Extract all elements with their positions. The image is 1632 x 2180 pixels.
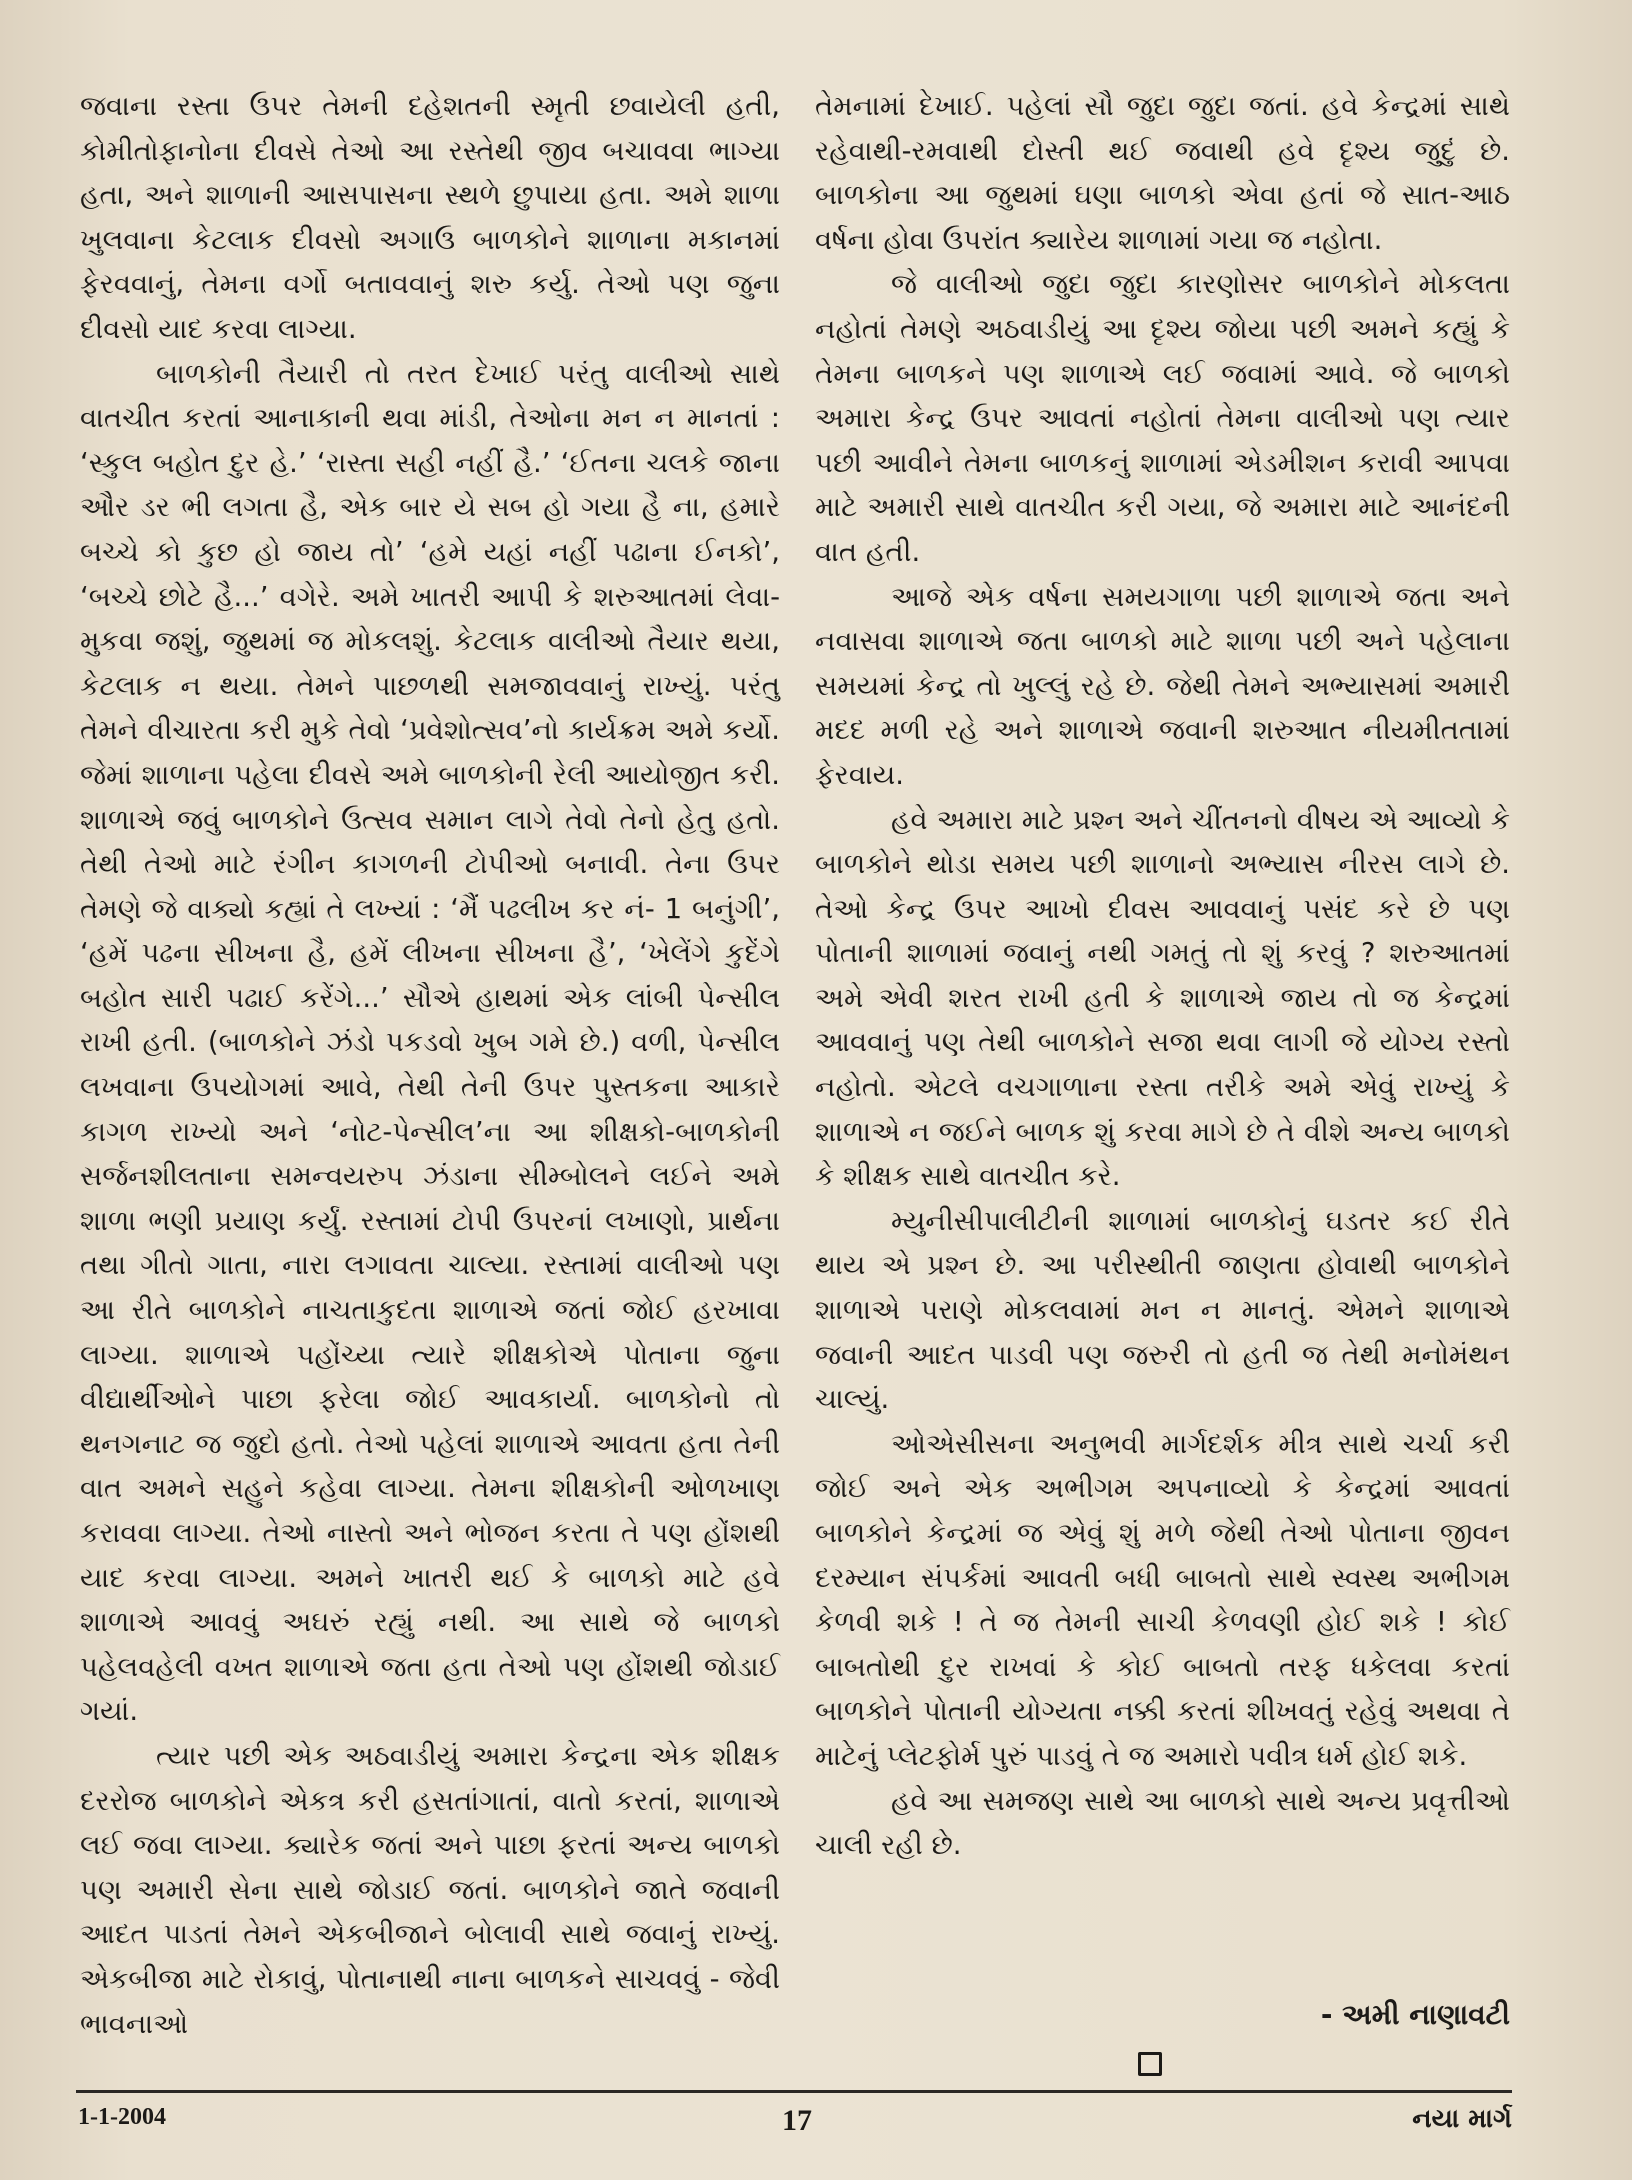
end-of-article-icon — [1138, 2052, 1162, 2076]
footer-divider — [76, 2090, 1512, 2093]
paragraph: હવે અમારા માટે પ્રશ્ન અને ચીંતનનો વીષય એ આવ્યો કે બાળકોને થોડા સમય પછી શાળાનો અભ્યાસ નીરસ લાગે છે. તેઓ કેન્દ્ર ઉપર આખો દીવસ આવવાનું પસંદ કરે છે પણ પોતાની શાળામાં જવાનું નથી ગમતું તો શું કરવું ? શરુઆતમાં અમે એવી શરત રાખી હતી કે શાળાએ જાય તો જ કેન્દ્રમાં આવવાનું પણ તેથી બાળકોને સજા થવા લાગી જે યોગ્ય રસ્તો નહોતો. એટલે વચગાળાના રસ્તા તરીકે અમે એવું રાખ્યું કે શાળાએ ન જઈને બાળક શું કરવા માગે છે તે વીશે અન્ય બાળકો કે શીક્ષક સાથે વાતચીત કરે. — [815, 803, 1510, 1193]
paragraph: બાળકોની તૈયારી તો તરત દેખાઈ પરંતુ વાલીઓ સાથે વાતચીત કરતાં આનાકાની થવા માંડી, તેઓના મન ન માનતાં : ‘સ્કુલ બહોત દુર હે.’ ‘રાસ્તા સહી નહીં હૈ.’ ‘ઈતના ચલકે જાના ઔર ડર ભી લગતા હૈ, એક બાર યે સબ હો ગયા હૈ ના, હમારે બચ્ચે કો કુછ હો જાય તો’ ‘હમે યહાં નહીં પઢાના ઈનકો’, ‘બચ્ચે છોટે હૈ...’ વગેરે. અમે ખાતરી આપી કે શરુઆતમાં લેવા-મુકવા જશું, જુથમાં જ મોકલશું. કેટલાક વાલીઓ તૈયાર થયા, કેટલાક ન થયા. તેમને પાછળથી સમજાવવાનું રાખ્યું. પરંતુ તેમને વીચારતા કરી મુકે તેવો ‘પ્રવેશોત્સવ’નો કાર્યક્રમ અમે કર્યો. જેમાં શાળાના પહેલા દીવસે અમે બાળકોની રેલી આયોજીત કરી. શાળાએ જવું બાળકોને ઉત્સવ સમાન લાગે તેવો તેનો હેતુ હતો. તેથી તેઓ માટે રંગીન કાગળની ટોપીઓ બનાવી. તેના ઉપર તેમણે જે વાક્યો કહ્યાં તે લખ્યાં : ‘મૈં પઢલીખ કર નં- 1 બનુંગી’, ‘હમેં પઢના સીખના હૈ, હમેં લીખના સીખના હૈ’, ‘ખેલેંગે કુદેંગે બહોત સારી પઢાઈ કરેંગે...’ સૌએ હાથમાં એક લાંબી પેન્સીલ રાખી હતી. (બાળકોને ઝંડો પકડવો ખુબ ગમે છે.) વળી, પેન્સીલ લખવાના ઉપયોગમાં આવે, તેથી તેની ઉપર પુસ્તકના આકારે કાગળ રાખ્યો અને ‘નોટ-પેન્સીલ’ના આ શીક્ષકો-બાળકોની સર્જનશીલતાના સમન્વયરુપ ઝંડાના સીમ્બોલને લઈને અમે શાળા ભણી પ્રયાણ કર્યું. રસ્તામાં ટોપી ઉપરનાં લખાણો, પ્રાર્થના તથા ગીતો ગાતા, નારા લગાવતા ચાલ્યા. રસ્તામાં વાલીઓ પણ આ રીતે બાળકોને નાચતાકુદતા શાળાએ જતાં જોઈ હરખાવા લાગ્યા. શાળાએ પહોંચ્યા ત્યારે શીક્ષકોએ પોતાના જુના વીદ્યાર્થીઓને પાછા ફરેલા જોઈ આવકાર્યા. બાળકોનો તો થનગનાટ જ જુદો હતો. તેઓ પહેલાં શાળાએ આવતા હતા તેની વાત અમને સહુને કહેવા લાગ્યા. તેમના શીક્ષકોની ઓળખાણ કરાવવા લાગ્યા. તેઓ નાસ્તો અને ભોજન કરતા તે પણ હોંશથી યાદ કરવા લાગ્યા. અમને ખાતરી થઈ કે બાળકો માટે હવે શાળાએ આવવું અઘરું રહ્યું નથી. આ સાથે જે બાળકો પહેલવહેલી વખત શાળાએ જતા હતા તેઓ પણ હોંશથી જોડાઈ ગયાં. — [80, 357, 780, 1728]
paragraph: આજે એક વર્ષના સમયગાળા પછી શાળાએ જતા અને નવાસવા શાળાએ જતા બાળકો માટે શાળા પછી અને પહેલાના સમયમાં કેન્દ્ર તો ખુલ્લું રહે છે. જેથી તેમને અભ્યાસમાં અમારી મદદ મળી રહે અને શાળાએ જવાની શરુઆત નીયમીતતામાં ફેરવાય. — [815, 580, 1510, 791]
paragraph: જવાના રસ્તા ઉપર તેમની દહેશતની સ્મૃતી છવાયેલી હતી, કોમીતોફાનોના દીવસે તેઓ આ રસ્તેથી જીવ બચાવવા ભાગ્યા હતા, અને શાળાની આસપાસના સ્થળે છુપાયા હતા. અમે શાળા ખુલવાના કેટલાક દીવસો અગાઉ બાળકોને શાળાના મકાનમાં ફેરવવાનું, તેમના વર્ગો બતાવવાનું શરુ કર્યુ. તેઓ પણ જુના દીવસો યાદ કરવા લાગ્યા. — [80, 90, 780, 345]
paragraph: ત્યાર પછી એક અઠવાડીયું અમારા કેન્દ્રના એક શીક્ષક દરરોજ બાળકોને એકત્ર કરી હસતાંગાતાં, વાતો કરતાં, શાળાએ લઈ જવા લાગ્યા. ક્યારેક જતાં અને પાછા ફરતાં અન્ય બાળકો પણ અમારી સેના સાથે જોડાઈ જતાં. બાળકોને જાતે જવાની આદત પાડતાં તેમને એકબીજાને બોલાવી સાથે જવાનું રાખ્યું. એકબીજા માટે રોકાવું, પોતાનાથી નાના બાળકને સાચવવું - જેવી ભાવનાઓ — [80, 1739, 780, 2040]
footer-date: 1-1-2004 — [78, 2104, 166, 2130]
page-number: 17 — [782, 2104, 812, 2137]
paragraph: તેમનામાં દેખાઈ. પહેલાં સૌ જુદા જુદા જતાં. હવે કેન્દ્રમાં સાથે રહેવાથી-રમવાથી દોસ્તી થઈ જવાથી હવે દૃશ્ય જુદું છે. બાળકોના આ જુથમાં ઘણા બાળકો એવા હતાં જે સાત-આઠ વર્ષના હોવા ઉપરાંત ક્યારેય શાળામાં ગયા જ નહોતા. — [815, 90, 1510, 256]
paragraph: જે વાલીઓ જુદા જુદા કારણોસર બાળકોને મોકલતા નહોતાં તેમણે અઠવાડીયું આ દૃશ્ય જોયા પછી અમને કહ્યું કે તેમના બાળકને પણ શાળાએ લઈ જવામાં આવે. જે બાળકો અમારા કેન્દ્ર ઉપર આવતાં નહોતાં તેમના વાલીઓ પણ ત્યાર પછી આવીને તેમના બાળકનું શાળામાં એડમીશન કરાવી આપવા માટે અમારી સાથે વાતચીત કરી ગયા, જે અમારા માટે આનંદની વાત હતી. — [815, 268, 1510, 568]
left-column — [80, 84, 780, 2046]
author-signature: - અમી નાણાવટી — [1320, 1998, 1510, 2031]
right-column — [815, 84, 1510, 1868]
paragraph: મ્યુનીસીપાલીટીની શાળામાં બાળકોનું ઘડતર કઈ રીતે થાય એ પ્રશ્ન છે. આ પરીસ્થીતી જાણતા હોવાથી બાળકોને શાળાએ પરાણે મોકલવામાં મન ન માનતું. એમને શાળાએ જવાની આદત પાડવી પણ જરુરી તો હતી જ તેથી મનોમંથન ચાલ્યું. — [815, 1204, 1510, 1416]
paragraph: ઓએસીસના અનુભવી માર્ગદર્શક મીત્ર સાથે ચર્ચા કરી જોઈ અને એક અભીગમ અપનાવ્યો કે કેન્દ્રમાં આવતાં બાળકોને કેન્દ્રમાં જ એવું શું મળે જેથી તેઓ પોતાના જીવન દરમ્યાન સંપર્કમાં આવતી બધી બાબતો સાથે સ્વસ્થ અભીગમ કેળવી શકે ! તે જ તેમની સાચી કેળવણી હોઈ શકે ! કોઈ બાબતોથી દુર રાખવાં કે કોઈ બાબતો તરફ ધકેલવા કરતાં બાળકોને પોતાની યોગ્યતા નક્કી કરતાં શીખવતું રહેવું અથવા તે માટેનું પ્લેટફોર્મ પુરું પાડવું તે જ અમારો પવીત્ર ધર્મ હોઈ શકે. — [815, 1427, 1510, 1772]
paragraph: હવે આ સમજણ સાથે આ બાળકો સાથે અન્ય પ્રવૃત્તીઓ ચાલી રહી છે. — [815, 1784, 1510, 1862]
magazine-name: નયા માર્ગ — [1412, 2104, 1512, 2134]
